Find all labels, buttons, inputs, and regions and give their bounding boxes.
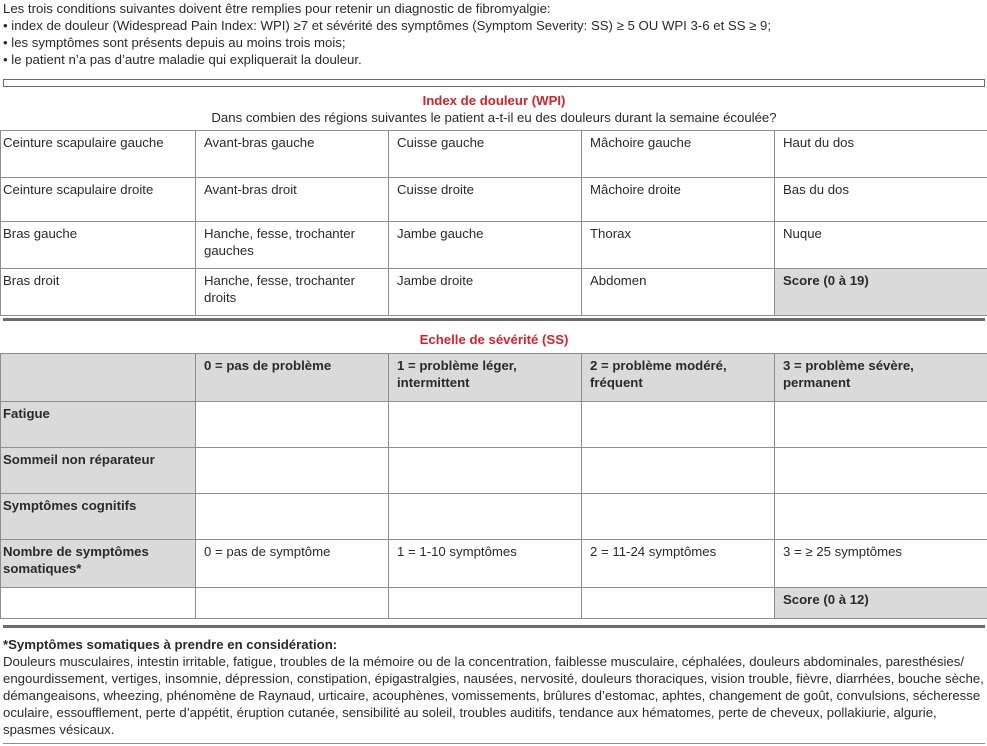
table-header-row xyxy=(1,354,987,402)
intro-heading: Les trois conditions suivantes doivent être remplies pour retenir un diagnostic de fibromyalgie: xyxy=(3,1,551,16)
table-row xyxy=(1,540,987,588)
table-cell: Avant-bras gauche xyxy=(196,131,389,178)
table-cell xyxy=(196,588,389,619)
ss-title: Echelle de sévérité (SS) xyxy=(419,332,569,347)
bottom-divider xyxy=(3,743,985,744)
table-cell: Bas du dos xyxy=(775,178,987,222)
table-cell: Abdomen xyxy=(582,269,775,316)
table-cell: Bras gauche xyxy=(1,222,196,269)
table-cell xyxy=(582,588,775,619)
table-cell: Jambe gauche xyxy=(389,222,582,269)
table-cell: Nuque xyxy=(775,222,987,269)
table-cell: Jambe droite xyxy=(389,269,582,316)
table-cell: Hanche, fesse, trochanter gauches xyxy=(196,222,389,269)
table-row xyxy=(1,494,987,540)
table-row xyxy=(1,269,987,316)
row-label: Sommeil non réparateur xyxy=(1,448,196,494)
table-cell: Haut du dos xyxy=(775,131,987,178)
intro-bullet: • le patient n’a pas d’autre maladie qui expliquerait la douleur. xyxy=(3,52,362,67)
table-cell: Thorax xyxy=(582,222,775,269)
footnote-body: Douleurs musculaires, intestin irritable, fatigue, troubles de la mémoire ou de la concentration, faiblesse musculaire, céphalées, douleurs abdominales, paresthésies/ engourdissement, vertiges, insomnie, dépression, constipation, épigastralgies, nausées, nervosité, douleurs thoraciques, vision trouble, fièvre, diarrhées, bouche sèche, démangeaisons, wheezing, phénomène de Raynaud, urticaire, acouphènes, vomissements, brûlures d’estomac, aphtes, changement de goût, convulsions, sécheresse oculaire, essoufflement, perte d’appétit, éruption cutanée, sensibilité au soleil, troubles auditifs, tendance aux hématomes, perte de cheveux, pollakiurie, algurie, spasmes vésicaux. xyxy=(3,654,984,737)
table-cell xyxy=(196,402,389,448)
table-cell: 3 = ≥ 25 symptômes xyxy=(775,540,987,588)
table-row xyxy=(1,588,987,619)
table-cell xyxy=(582,494,775,540)
row-label: Symptômes cognitifs xyxy=(1,494,196,540)
table-row xyxy=(1,131,987,178)
footnote-title: *Symptômes somatiques à prendre en considération: xyxy=(3,637,338,652)
table-cell: Cuisse droite xyxy=(389,178,582,222)
row-label: Nombre de symptômes somatiques* xyxy=(1,540,196,588)
wpi-score-cell: Score (0 à 19) xyxy=(775,269,987,316)
table-cell xyxy=(389,448,582,494)
table-cell: Mâchoire gauche xyxy=(582,131,775,178)
table-cell: 1 = 1-10 symptômes xyxy=(389,540,582,588)
intro-bullet: • les symptômes sont présents depuis au moins trois mois; xyxy=(3,35,346,50)
wpi-table xyxy=(0,130,987,316)
table-cell: 0 = pas de symptôme xyxy=(196,540,389,588)
row-label: Fatigue xyxy=(1,402,196,448)
table-cell: 2 = 11-24 symptômes xyxy=(582,540,775,588)
table-row xyxy=(1,222,987,269)
section-divider xyxy=(3,625,985,628)
table-header-cell: 3 = problème sévère, permanent xyxy=(775,354,987,402)
table-cell: Ceinture scapulaire droite xyxy=(1,178,196,222)
table-header-cell xyxy=(1,354,196,402)
table-cell: Hanche, fesse, trochanter droits xyxy=(196,269,389,316)
intro-block xyxy=(3,0,983,68)
table-cell xyxy=(389,402,582,448)
section-divider xyxy=(3,79,985,87)
intro-bullet: • index de douleur (Widespread Pain Index: WPI) ≥7 et sévérité des symptômes (Symptom Severity: SS) ≥ 5 OU WPI 3-6 et SS ≥ 9; xyxy=(3,18,772,33)
ss-score-cell: Score (0 à 12) xyxy=(775,588,987,619)
table-header-cell: 1 = problème léger, intermittent xyxy=(389,354,582,402)
table-cell xyxy=(582,448,775,494)
table-cell xyxy=(775,402,987,448)
ss-table xyxy=(0,353,987,619)
table-header-cell: 2 = problème modéré, fréquent xyxy=(582,354,775,402)
table-cell xyxy=(196,448,389,494)
table-row xyxy=(1,178,987,222)
wpi-subtitle: Dans combien des régions suivantes le patient a-t-il eu des douleurs durant la semaine écoulée? xyxy=(211,110,777,125)
table-cell: Bras droit xyxy=(1,269,196,316)
table-cell xyxy=(196,494,389,540)
table-cell xyxy=(775,448,987,494)
table-cell xyxy=(389,588,582,619)
table-cell: Avant-bras droit xyxy=(196,178,389,222)
table-cell xyxy=(775,494,987,540)
table-header-cell: 0 = pas de problème xyxy=(196,354,389,402)
table-row xyxy=(1,402,987,448)
table-row xyxy=(1,448,987,494)
section-divider xyxy=(3,318,985,321)
wpi-title: Index de douleur (WPI) xyxy=(422,93,566,108)
table-cell xyxy=(389,494,582,540)
table-cell: Cuisse gauche xyxy=(389,131,582,178)
table-cell xyxy=(1,588,196,619)
table-cell: Ceinture scapulaire gauche xyxy=(1,131,196,178)
table-cell xyxy=(582,402,775,448)
table-cell: Mâchoire droite xyxy=(582,178,775,222)
